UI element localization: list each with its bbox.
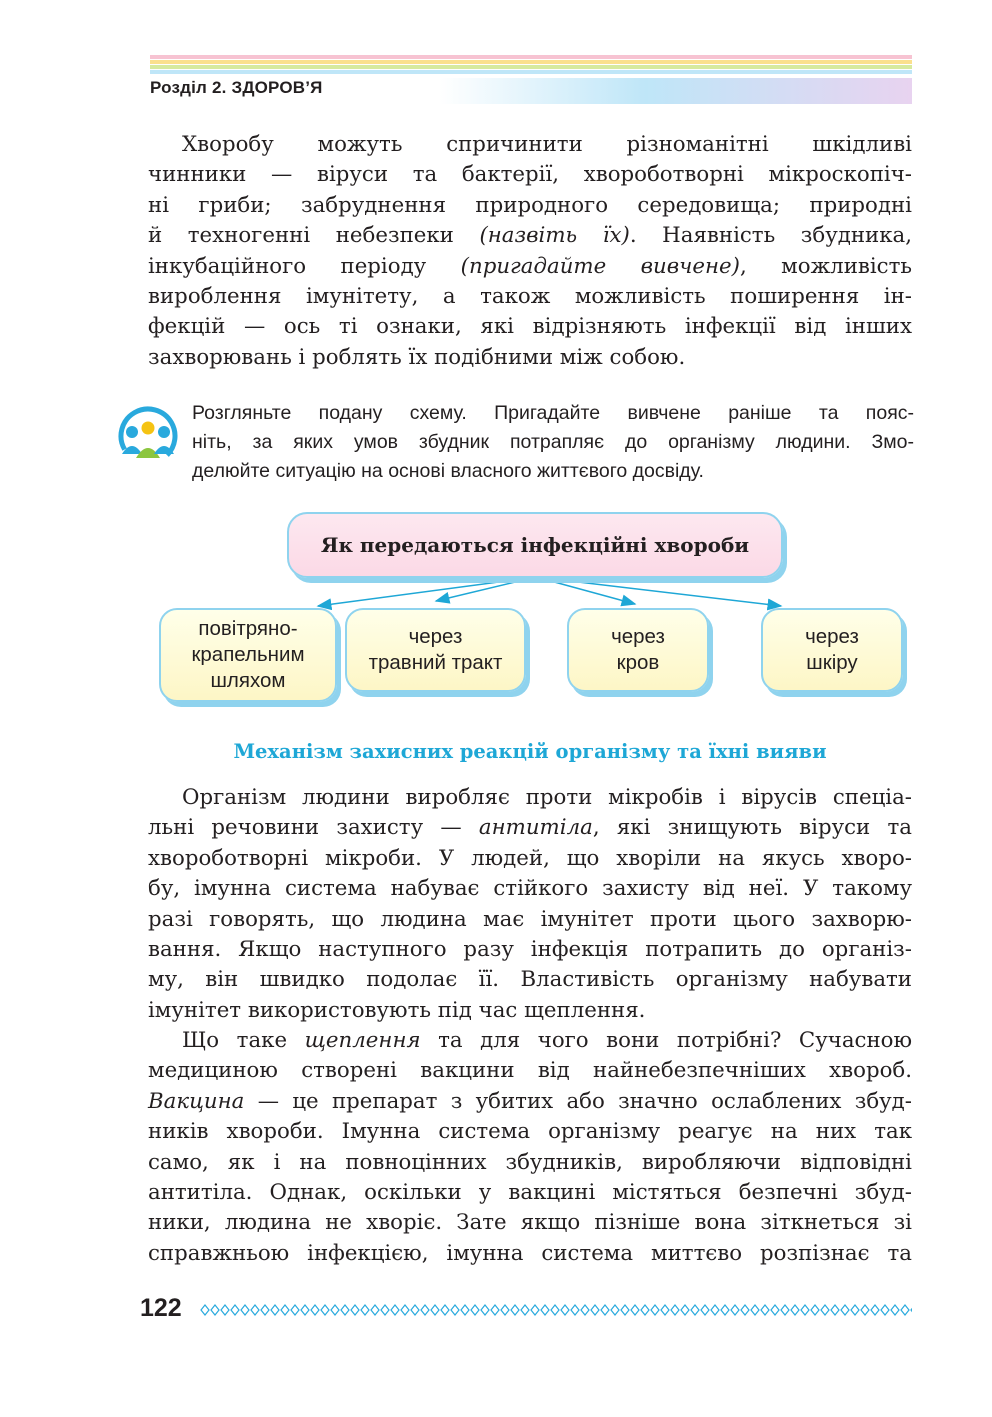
paragraph-line: імунітет використовують під час щеплення. (148, 997, 646, 1023)
footer-ornament (200, 1303, 912, 1317)
transmission-box-blood (567, 608, 709, 692)
intro-line: захворювань і роблять їх подібними між собою. (148, 344, 686, 370)
paragraph-line: ників хвороби. Імунна система організму реагує на них так (148, 1119, 912, 1145)
paragraph-line: само, як і на повноцінних збудників, виробляючи відповідні (148, 1149, 912, 1175)
paragraph-line: льні речовини захисту — антитіла, які знищують віруси та (148, 815, 912, 841)
paragraph-line: антитіла. Однак, оскільки у вакцині містяться безпечні збуд- (148, 1180, 912, 1206)
intro-line: інкубаційного періоду (пригадайте вивчене), можливість (148, 253, 912, 279)
stripe-blue (150, 70, 912, 74)
transmission-box-skin (761, 608, 903, 692)
intro-line: чинники — віруси та бактерії, хвороботворні мікроскопіч- (148, 162, 912, 188)
intro-line: й техногенні небезпеки (назвіть їх). Наявність збудника, (148, 223, 913, 249)
intro-italic-hint: (назвіть їх) (479, 223, 630, 249)
task-line: Розгляньте подану схему. Пригадайте вивчене раніше та пояс- (192, 402, 914, 424)
box-line: через (805, 625, 859, 648)
box-line: крапельним (191, 643, 305, 666)
page-number: 122 (140, 1294, 182, 1322)
section-subheading: Механізм захисних реакцій організму та їхні вияви (233, 740, 827, 763)
task-text (192, 399, 914, 486)
paragraph-line: справжньою інфекцією, імунна система миттєво розпізнає та (148, 1240, 912, 1266)
section-label: Розділ 2. ЗДОРОВ’Я (150, 78, 323, 97)
intro-line: ні гриби; забруднення природного середовища; природні (148, 192, 912, 218)
arrow-skin (536, 577, 781, 606)
term-vaccine: Вакцина (148, 1088, 245, 1114)
paragraph-line: Що таке щеплення та для чого вони потрібні? Сучасною (182, 1028, 913, 1053)
paragraph-vaccination (148, 1026, 912, 1269)
intro-line: Хворобу можуть спричинити різноманітні шкідливі (182, 132, 912, 157)
paragraph-line: му, він швидко подолає її. Властивість організму набувати (148, 967, 912, 993)
box-line: шкіру (806, 651, 858, 674)
intro-line: фекцій — ось ті ознаки, які відрізняють інфекції від інших (148, 314, 912, 340)
task-line: делюйте ситуацію на основі власного життєвого досвіду. (192, 460, 704, 482)
transmission-box-airborne (159, 608, 337, 702)
box-line: повітряно- (198, 617, 298, 640)
stripe-green (150, 65, 912, 69)
paragraph-line: Організм людини виробляє проти мікробів і вірусів спеціа- (182, 785, 912, 810)
paragraph-line: ники, людина не хворіє. Зате якщо пізніше вона зіткнеться зі (148, 1210, 912, 1236)
box-line: травний тракт (368, 651, 503, 674)
stripe-pink (150, 55, 912, 59)
paragraph-line: медициною створені вакцини від найнебезпечніших хвороб. (148, 1058, 912, 1084)
box-line: шляхом (210, 669, 286, 692)
term-antibodies: антитіла (478, 815, 593, 841)
arrow-blood (536, 577, 635, 604)
paragraph-line: Вакцина — це препарат з убитих або значно ослаблених збуд- (148, 1088, 912, 1114)
arrow-digestive (436, 577, 536, 601)
stripe-yellow (150, 60, 912, 64)
box-line: кров (616, 651, 660, 674)
box-line: через (611, 625, 665, 648)
box-line: через (408, 625, 463, 648)
transmission-box-digestive (345, 608, 526, 692)
intro-line: вироблення імунітету, а також можливість поширення ін- (148, 284, 912, 310)
task-line: ніть, за яких умов збудник потрапляє до організму людини. Змо- (192, 431, 914, 453)
diagram-title: Як передаються інфекційні хвороби (287, 512, 783, 578)
group-work-icon (116, 404, 180, 468)
term-vaccination: щеплення (304, 1028, 421, 1053)
paragraph-line: вання. Якщо наступного разу інфекція потрапить до організ- (148, 937, 912, 963)
arrow-airborne (318, 577, 536, 606)
paragraph-immunity (148, 783, 912, 1026)
paragraph-line: бу, імунна система набуває стійкого захисту від неї. У такому (148, 876, 912, 902)
paragraph-line: хвороботворні мікроби. У людей, що хворіли на якусь хворо- (148, 845, 912, 871)
intro-italic-hint: (пригадайте вивчене) (460, 253, 740, 279)
paragraph-line: разі говорять, що людина має імунітет проти цього захворю- (148, 906, 912, 932)
intro-paragraph (148, 130, 912, 373)
